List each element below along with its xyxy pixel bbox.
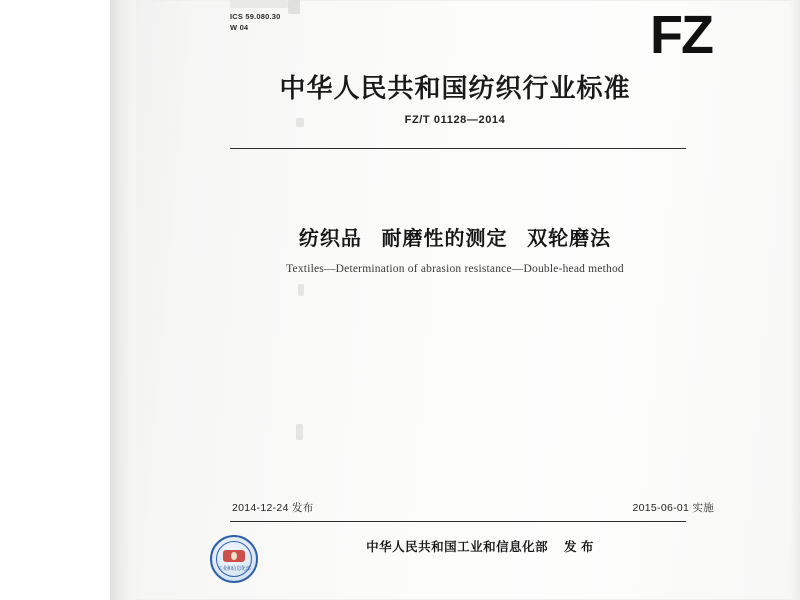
header-divider [230,148,686,149]
ccs-code: W 04 [230,22,249,32]
implementation-date: 2015-06-01 实施 [632,502,714,514]
fz-logo: FZ [650,5,712,65]
document-content [110,0,800,600]
seal-emblem-core [223,550,245,562]
standard-number: FZ/T 01128—2014 [404,114,506,126]
ics-classification [230,12,281,34]
ministry-seal-icon [210,535,260,585]
document-title-chinese: 纺织品 耐磨性的测定 双轮磨法 [298,228,612,250]
issue-date: 2014-12-24 发布 [232,502,314,514]
scanned-sheet [110,0,800,600]
ics-code: ICS 59.080.30 [230,12,281,21]
standard-series-title: 中华人民共和国纺织行业标准 [279,73,631,103]
seal-label: 工业和信息化部 [217,566,251,572]
document-title-english: Textiles—Determination of abrasion resistance—Double-head method [286,263,624,275]
publisher-line: 中华人民共和国工业和信息化部 发 布 [366,540,594,554]
footer-divider [230,521,686,522]
